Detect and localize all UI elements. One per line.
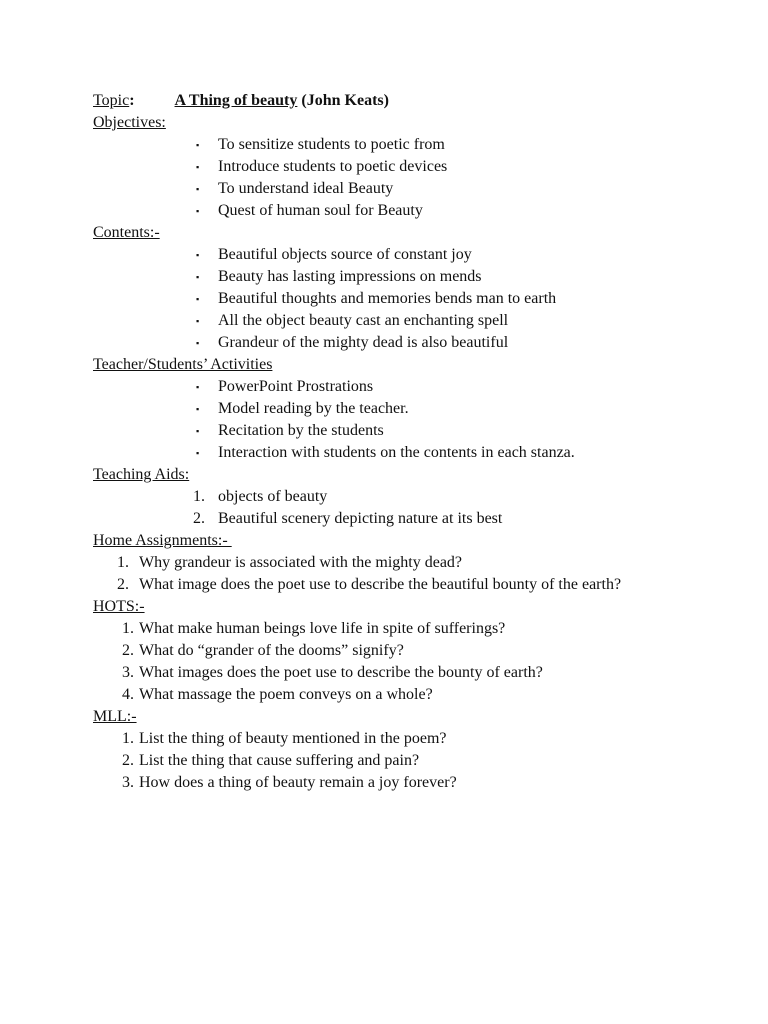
bullet-icon: ▪ xyxy=(196,426,200,436)
list-item: 1. What make human beings love life in spite of sufferings? xyxy=(122,620,506,637)
list-item: 3. What images does the poet use to describe the bounty of earth? xyxy=(122,664,543,681)
contents-list xyxy=(93,244,675,354)
objectives-heading: Objectives: xyxy=(93,114,166,131)
list-item: 1. Why grandeur is associated with the mighty dead? xyxy=(117,554,463,571)
bullet-icon: ▪ xyxy=(196,184,200,194)
mll-heading: MLL:- xyxy=(93,708,137,725)
contents-heading: Contents:- xyxy=(93,224,160,241)
list-item: ▪ To understand ideal Beauty xyxy=(93,178,675,200)
hots-list xyxy=(93,618,675,706)
bullet-icon: ▪ xyxy=(196,140,200,150)
bullet-icon: ▪ xyxy=(196,272,200,282)
list-item: ▪ All the object beauty cast an enchanting spell xyxy=(93,310,675,332)
bullet-icon: ▪ xyxy=(196,404,200,414)
list-item: 1. List the thing of beauty mentioned in the poem? xyxy=(122,730,447,747)
list-item: ▪ Quest of human soul for Beauty xyxy=(93,200,675,222)
list-item: ▪ Interaction with students on the contents in each stanza. xyxy=(93,442,675,464)
list-item: ▪ Model reading by the teacher. xyxy=(93,398,675,420)
topic-author: (John Keats) xyxy=(301,92,389,109)
list-item: ▪ Recitation by the students xyxy=(93,420,675,442)
list-item: 2. What image does the poet use to describe the beautiful bounty of the earth? xyxy=(117,576,622,593)
mll-list xyxy=(93,728,675,794)
objectives-list xyxy=(93,134,675,222)
teaching-aids-heading: Teaching Aids: xyxy=(93,466,190,483)
list-item: 1. objects of beauty xyxy=(193,488,328,505)
bullet-icon: ▪ xyxy=(196,250,200,260)
list-item: ▪ To sensitize students to poetic from xyxy=(93,134,675,156)
list-item: ▪ Beautiful objects source of constant joy xyxy=(93,244,675,266)
home-assignments-heading: Home Assignments:- xyxy=(93,532,232,549)
bullet-icon: ▪ xyxy=(196,294,200,304)
activities-heading: Teacher/Students’ Activities xyxy=(93,356,273,373)
bullet-icon: ▪ xyxy=(196,382,200,392)
hots-heading: HOTS:- xyxy=(93,598,145,615)
list-item: 2. What do “grander of the dooms” signify? xyxy=(122,642,404,659)
list-item: ▪ Introduce students to poetic devices xyxy=(93,156,675,178)
list-item: 3. How does a thing of beauty remain a joy forever? xyxy=(122,774,457,791)
teaching-aids-list xyxy=(93,486,675,530)
topic-line xyxy=(93,90,675,112)
list-item: ▪ PowerPoint Prostrations xyxy=(93,376,675,398)
list-item: 2. Beautiful scenery depicting nature at its best xyxy=(193,510,503,527)
home-assignments-list xyxy=(93,552,675,596)
list-item: 2. List the thing that cause suffering and pain? xyxy=(122,752,420,769)
bullet-icon: ▪ xyxy=(196,316,200,326)
bullet-icon: ▪ xyxy=(196,162,200,172)
list-item: 4. What massage the poem conveys on a whole? xyxy=(122,686,433,703)
bullet-icon: ▪ xyxy=(196,338,200,348)
topic-title: A Thing of beauty xyxy=(174,92,298,109)
topic-colon: : xyxy=(129,92,135,109)
list-item: ▪ Beauty has lasting impressions on mends xyxy=(93,266,675,288)
list-item: ▪ Grandeur of the mighty dead is also beautiful xyxy=(93,332,675,354)
bullet-icon: ▪ xyxy=(196,448,200,458)
lesson-plan xyxy=(93,90,675,794)
list-item: ▪ Beautiful thoughts and memories bends man to earth xyxy=(93,288,675,310)
activities-list xyxy=(93,376,675,464)
bullet-icon: ▪ xyxy=(196,206,200,216)
topic-label: Topic xyxy=(93,92,130,109)
